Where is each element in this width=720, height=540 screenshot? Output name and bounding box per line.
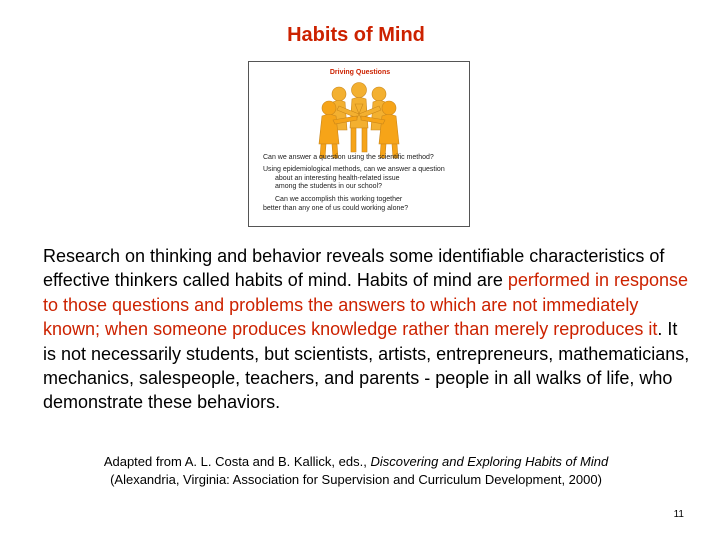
citation-prefix: Adapted from A. L. Costa and B. Kallick, eds., [103, 454, 371, 469]
habits-of-mind-paragraph [43, 244, 693, 415]
citation-book-title: Discovering and Exploring Habits of Mind [370, 454, 609, 469]
question-epidemiology-line-1: Using epidemiological methods, can we answer a question [263, 166, 445, 173]
page-number: 11 [673, 509, 684, 520]
paragraph-text-rest: . It is not necessarily students, but scientists, artists, entrepreneurs, mathematicians, mechanics, salespeople, teachers, and parents - people in all walks of life, who demonstrate these behaviors. [43, 319, 690, 413]
slide-title: Habits of Mind [287, 24, 425, 46]
question-epidemiology-line-2: about an interesting health-related issue [275, 174, 400, 182]
paragraph-text-intro: Research on thinking and behavior reveals some identifiable characteristics of effective thinkers called habits of mind. Habits of mind are [43, 246, 665, 291]
source-citation [60, 453, 652, 488]
question-epidemiology-line-3: among the students in our school? [275, 183, 383, 190]
question-teamwork-line-2: better than any one of us could working alone? [263, 205, 409, 212]
team-huddle-illustration [309, 78, 409, 160]
paragraph-highlight: performed in response to those questions and problems the answers to which are not immediately known; when someone produces knowledge rather than merely reproduces it [43, 270, 689, 340]
question-teamwork-line-1: Can we accomplish this working together [275, 196, 403, 203]
figure-title: Driving Questions [329, 69, 391, 76]
citation-publisher: (Alexandria, Virginia: Association for Supervision and Curriculum Development, 2000) [110, 471, 602, 487]
driving-questions-image [248, 61, 470, 227]
question-scientific-method: Can we answer a question using the scientific method? [263, 154, 434, 161]
